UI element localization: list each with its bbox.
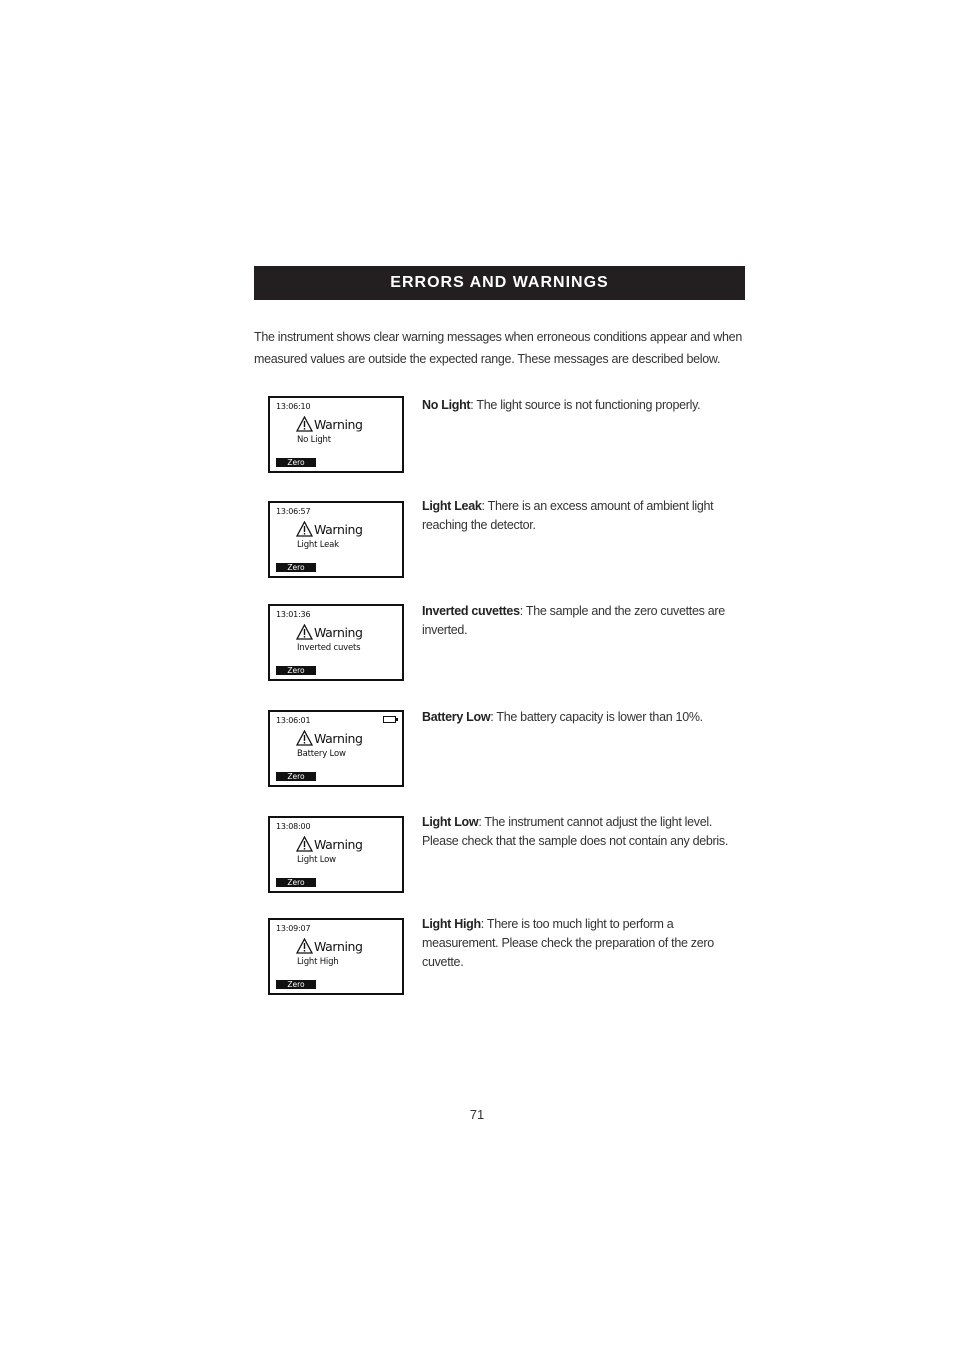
device-screen — [268, 396, 404, 473]
screen-time: 13:01:36 — [276, 610, 311, 619]
zero-softkey: Zero — [276, 878, 316, 887]
screen-time: 13:09:07 — [276, 924, 311, 933]
warning-line — [296, 730, 363, 746]
warning-title: Warning — [314, 938, 363, 954]
description-term: No Light — [422, 398, 471, 412]
description-term: Light High — [422, 917, 481, 931]
section-title: ERRORS AND WARNINGS — [390, 274, 609, 291]
warning-row-no-light — [268, 396, 746, 474]
description-text: : The battery capacity is lower than 10%. — [490, 710, 703, 724]
zero-softkey: Zero — [276, 772, 316, 781]
device-screen — [268, 604, 404, 681]
warning-triangle-icon — [296, 730, 313, 746]
description-term: Light Leak — [422, 499, 482, 513]
warning-message: Light Leak — [297, 540, 339, 550]
warning-title: Warning — [314, 836, 363, 852]
warning-title: Warning — [314, 730, 363, 746]
warning-description — [422, 813, 746, 851]
warning-row-light-leak — [268, 501, 746, 579]
warning-title: Warning — [314, 521, 363, 537]
battery-empty-icon — [383, 716, 396, 723]
description-text: : The light source is not functioning properly. — [470, 398, 701, 412]
description-term: Light Low — [422, 815, 479, 829]
warning-message: Light Low — [297, 855, 336, 865]
screen-time: 13:08:00 — [276, 822, 311, 831]
zero-softkey: Zero — [276, 458, 316, 467]
description-text: : There is too much light to perform a measurement. Please check the preparation of the zero cuvette. — [422, 917, 714, 969]
screen-time: 13:06:01 — [276, 716, 311, 725]
intro-paragraph: The instrument shows clear warning messages when erroneous conditions appear and when measured values are outside the expected range. These messages are described below. — [254, 330, 742, 366]
description-text: : The instrument cannot adjust the light level. Please check that the sample does not contain any debris. — [422, 815, 729, 848]
warning-line — [296, 938, 363, 954]
warning-message: Inverted cuvets — [297, 643, 361, 653]
warning-description — [422, 708, 746, 727]
device-screen — [268, 710, 404, 787]
warning-message: Battery Low — [297, 749, 346, 759]
page-number: 71 — [469, 1107, 485, 1122]
device-screen — [268, 501, 404, 578]
warning-row-light-low — [268, 816, 746, 894]
warning-triangle-icon — [296, 624, 313, 640]
warning-row-inverted-cuvettes — [268, 604, 746, 682]
zero-softkey: Zero — [276, 980, 316, 989]
zero-softkey: Zero — [276, 563, 316, 572]
section-header — [254, 266, 745, 300]
screen-time: 13:06:10 — [276, 402, 311, 411]
description-term: Battery Low — [422, 710, 491, 724]
device-screen — [268, 816, 404, 893]
warning-triangle-icon — [296, 521, 313, 537]
warning-title: Warning — [314, 624, 363, 640]
description-text: : The sample and the zero cuvettes are inverted. — [422, 604, 725, 637]
warning-line — [296, 836, 363, 852]
device-screen — [268, 918, 404, 995]
warning-triangle-icon — [296, 416, 313, 432]
warning-triangle-icon — [296, 836, 313, 852]
warning-line — [296, 624, 363, 640]
warning-row-battery-low — [268, 710, 746, 788]
warning-triangle-icon — [296, 938, 313, 954]
warning-description — [422, 915, 746, 972]
zero-softkey: Zero — [276, 666, 316, 675]
warning-message: Light High — [297, 957, 339, 967]
description-term: Inverted cuvettes — [422, 604, 520, 618]
warning-description — [422, 602, 746, 640]
warning-description — [422, 497, 746, 535]
screen-time: 13:06:57 — [276, 507, 311, 516]
warning-line — [296, 521, 363, 537]
warning-message: No Light — [297, 435, 331, 445]
description-text: : There is an excess amount of ambient light reaching the detector. — [422, 499, 714, 532]
warning-line — [296, 416, 363, 432]
warning-title: Warning — [314, 416, 363, 432]
warning-description — [422, 396, 746, 415]
warning-row-light-high — [268, 918, 746, 996]
